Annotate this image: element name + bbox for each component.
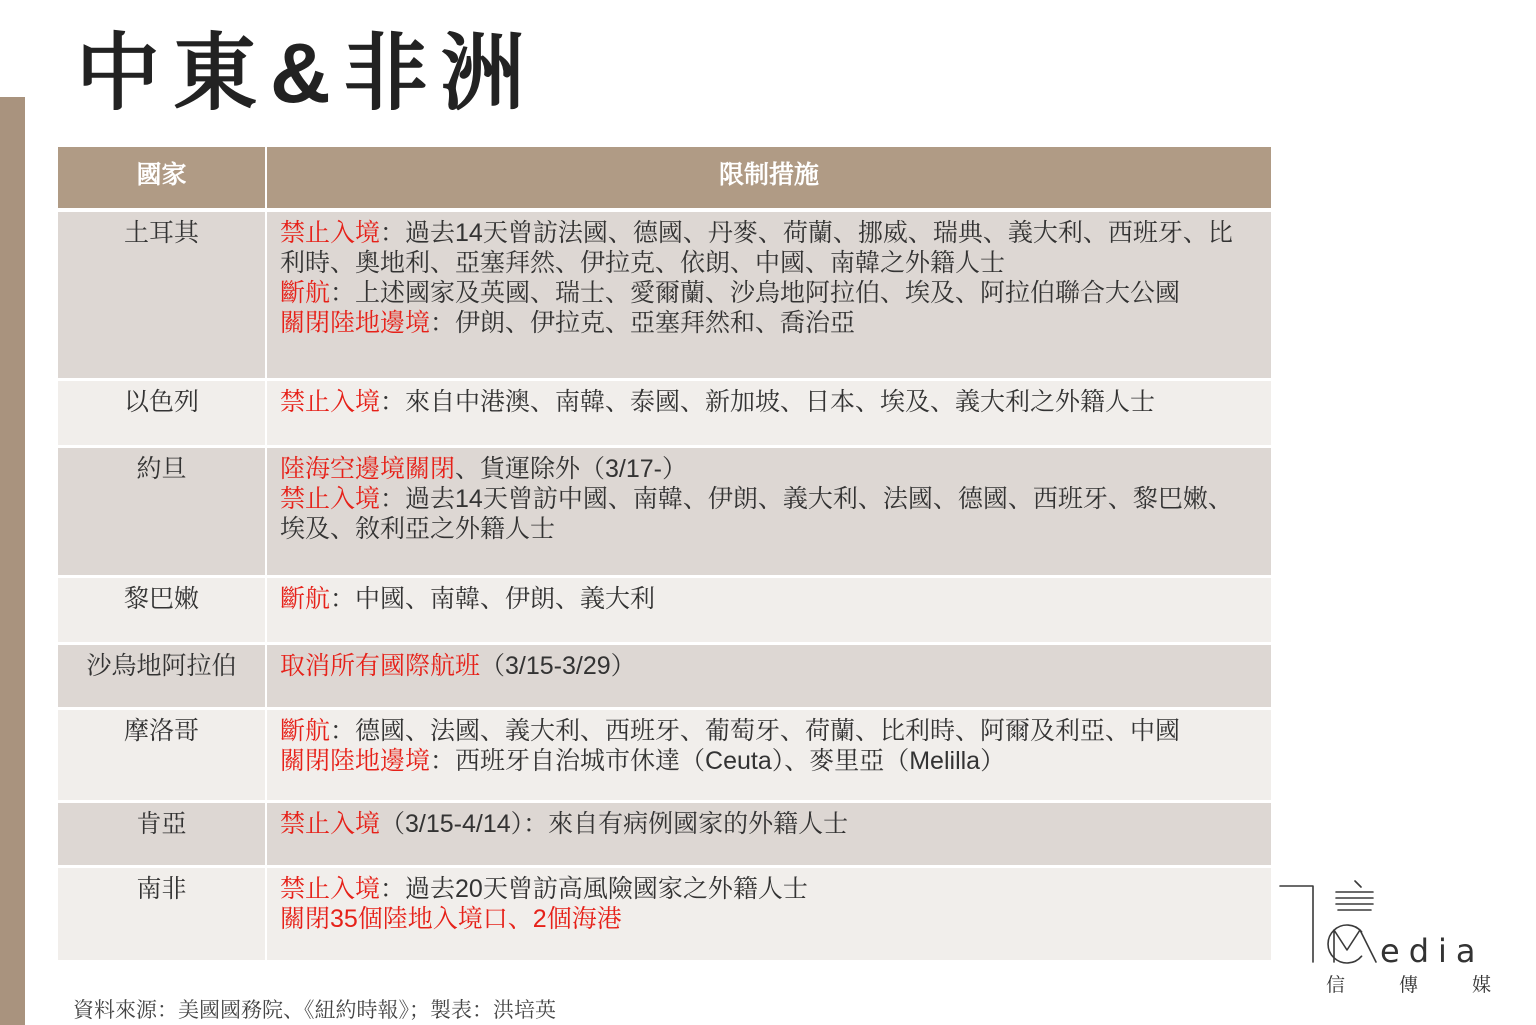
measure-line <box>280 454 1246 484</box>
table-row <box>58 381 1271 445</box>
measures-cell <box>267 803 1271 865</box>
source-note: 資料來源：美國國務院、《紐約時報》；製表：洪培英 <box>73 999 556 1022</box>
measure-line <box>280 218 1246 278</box>
measures-cell <box>267 645 1271 707</box>
country-name: 黎巴嫩 <box>58 578 265 642</box>
country-name: 摩洛哥 <box>58 710 265 800</box>
measure-label: 斷航 <box>280 717 331 745</box>
measure-label: 關閉陸地邊境 <box>280 309 431 337</box>
measure-line <box>280 484 1246 544</box>
country-name: 土耳其 <box>58 212 265 378</box>
measure-label: 陸海空邊境關閉 <box>280 455 456 483</box>
measure-text: ：過去14天曾訪中國、南韓、伊朗、義大利、法國、德國、西班牙、黎巴嫩、埃及、敘利亞之外籍人士 <box>280 485 1233 543</box>
measures-cell <box>267 448 1271 575</box>
logo-m-letter <box>1334 930 1376 962</box>
table-row <box>58 212 1271 378</box>
logo-subtitle-char: 傳 <box>1399 974 1419 996</box>
page-title: 中東&非洲 <box>76 26 538 120</box>
measure-label: 禁止入境 <box>280 388 381 416</box>
measure-line <box>280 716 1246 746</box>
measure-text: 、貨運除外（3/17-） <box>455 455 687 483</box>
measure-label: 禁止入境 <box>280 875 381 903</box>
measure-label: 關閉陸地邊境 <box>280 747 431 775</box>
measure-line <box>280 809 1246 839</box>
table-row <box>58 448 1271 575</box>
measure-text: ：過去20天曾訪高風險國家之外籍人士 <box>380 875 808 903</box>
measure-text: ：伊朗、伊拉克、亞塞拜然和、喬治亞 <box>430 309 856 337</box>
measure-line <box>280 746 1246 776</box>
measure-line <box>280 308 1246 338</box>
country-name: 沙烏地阿拉伯 <box>58 645 265 707</box>
table-row <box>58 710 1271 800</box>
measures-cell <box>267 868 1271 960</box>
measure-line <box>280 904 1246 934</box>
measure-text: （3/15-4/14）：來自有病例國家的外籍人士 <box>380 810 849 838</box>
measure-label: 斷航 <box>280 279 331 307</box>
measure-text: ：過去14天曾訪法國、德國、丹麥、荷蘭、挪威、瑞典、義大利、西班牙、比利時、奧地利、亞塞拜然、伊拉克、依朗、中國、南韓之外籍人士 <box>280 219 1233 277</box>
measure-text: ：中國、南韓、伊朗、義大利 <box>330 585 656 613</box>
table-row <box>58 578 1271 642</box>
measures-cell <box>267 710 1271 800</box>
accent-bar <box>0 97 25 1025</box>
measure-label: 禁止入境 <box>280 485 381 513</box>
country-name: 以色列 <box>58 381 265 445</box>
measure-line <box>280 584 1246 614</box>
measure-text: ：上述國家及英國、瑞士、愛爾蘭、沙烏地阿拉伯、埃及、阿拉伯聯合大公國 <box>330 279 1181 307</box>
restrictions-table <box>58 147 1271 960</box>
measures-cell <box>267 381 1271 445</box>
country-name: 約旦 <box>58 448 265 575</box>
logo-subtitle-char: 媒 <box>1472 974 1492 996</box>
logo-c-arc <box>1328 925 1362 963</box>
measure-text: （3/15-3/29） <box>480 652 636 680</box>
logo-wordmark-tail: edia <box>1380 932 1485 970</box>
table-header-row <box>58 147 1271 208</box>
brand-logo <box>1276 878 1492 970</box>
measure-line <box>280 651 1246 681</box>
measure-label: 取消所有國際航班 <box>280 652 481 680</box>
logo-subtitle-char: 信 <box>1326 974 1346 996</box>
measure-line <box>280 387 1246 417</box>
measure-line <box>280 874 1246 904</box>
measure-line <box>280 278 1246 308</box>
measure-text: ：來自中港澳、南韓、泰國、新加坡、日本、埃及、義大利之外籍人士 <box>380 388 1156 416</box>
table-row <box>58 645 1271 707</box>
logo-corner-line <box>1280 886 1313 962</box>
header-measures: 限制措施 <box>267 147 1271 208</box>
table-row <box>58 803 1271 865</box>
logo-radical-mark <box>1336 881 1373 910</box>
table-row <box>58 868 1271 960</box>
country-name: 南非 <box>58 868 265 960</box>
country-name: 肯亞 <box>58 803 265 865</box>
measure-text: ：德國、法國、義大利、西班牙、葡萄牙、荷蘭、比利時、阿爾及利亞、中國 <box>330 717 1181 745</box>
measure-label: 關閉35個陸地入境口、2個海港 <box>280 905 622 933</box>
measure-label: 禁止入境 <box>280 219 381 247</box>
measure-text: ：西班牙自治城市休達（Ceuta）、麥里亞（Melilla） <box>430 747 1006 775</box>
measure-label: 禁止入境 <box>280 810 381 838</box>
measure-label: 斷航 <box>280 585 331 613</box>
measures-cell <box>267 212 1271 378</box>
measures-cell <box>267 578 1271 642</box>
header-country: 國家 <box>58 147 265 208</box>
